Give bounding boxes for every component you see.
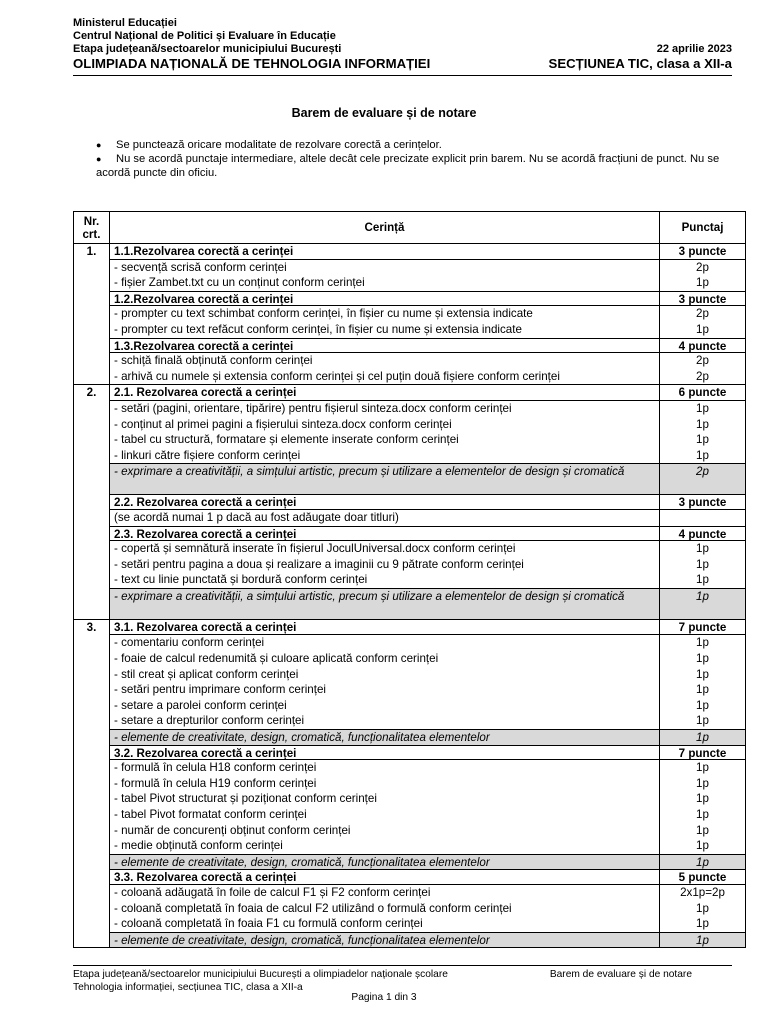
creativity-points: 2p bbox=[660, 463, 745, 494]
criterion-points bbox=[660, 510, 745, 526]
criterion-points: 1p bbox=[696, 698, 709, 712]
creativity-points: 1p bbox=[660, 932, 745, 948]
col-pts-header: Punctaj bbox=[660, 212, 746, 244]
center-name: Centrul Național de Politici și Evaluare în Educație bbox=[73, 30, 336, 42]
creativity-criterion: - elemente de creativitate, design, cromatică, funcționalitatea elementelor bbox=[110, 932, 659, 948]
criterion-text: - număr de concurenți obținut conform cerinței bbox=[114, 823, 351, 837]
footer-line1: Etapa județeană/sectoarelor municipiului București a olimpiadelor naționale școlare bbox=[73, 969, 448, 980]
subtask-points: 5 puncte bbox=[660, 869, 745, 885]
criterion-text: - formulă în celula H19 conform cerinței bbox=[114, 776, 317, 790]
criterion-text: - coloană adăugată în foile de calcul F1 și F2 conform cerinței bbox=[114, 885, 431, 899]
creativity-points: 1p bbox=[660, 588, 745, 619]
criterion-points: 1p bbox=[696, 542, 709, 556]
subtask-points: 7 puncte bbox=[660, 745, 745, 761]
criterion-points: 1p bbox=[696, 808, 709, 821]
exam-date: 22 aprilie 2023 bbox=[656, 43, 732, 55]
note-text: Nu se acordă punctaje intermediare, altele decât cele precizate explicit prin barem. Nu se acordă fracțiuni de punct. Nu se acordă puncte din oficiu. bbox=[96, 153, 720, 179]
subtask-title: 3.2. Rezolvarea corectă a cerinței bbox=[110, 745, 659, 761]
footer-divider bbox=[73, 965, 732, 966]
subtask-title: 2.1. Rezolvarea corectă a cerinței bbox=[110, 385, 659, 401]
bullet-icon: ● bbox=[96, 140, 102, 150]
footer-right: Barem de evaluare și de notare bbox=[549, 969, 692, 980]
criterion-text: - setări pentru imprimare conform cerinței bbox=[114, 683, 326, 697]
col-nr-header bbox=[74, 212, 110, 244]
section-number: 3. bbox=[74, 619, 110, 947]
criterion-points: 1p bbox=[696, 901, 709, 915]
document-footer bbox=[73, 968, 732, 994]
stage-name: Etapa județeană/sectoarelor municipiului București bbox=[73, 43, 342, 55]
criterion-points: 1p bbox=[696, 448, 709, 462]
creativity-criterion: - exprimare a creativității, a simțului artistic, precum și utilizare a elementelor de design și cromatică bbox=[110, 463, 659, 494]
creativity-criterion: - exprimare a creativității, a simțului artistic, precum și utilizare a elementelor de design și cromatică bbox=[110, 588, 659, 619]
criterion-text: - setare a drepturilor conform cerinței bbox=[114, 714, 305, 728]
criterion-text: - coloană completată în foaia F1 cu formulă conform cerinței bbox=[114, 917, 423, 931]
criterion-text: - setări (pagini, orientare, tipărire) pentru fișierul sinteza.docx conform cerinței bbox=[114, 401, 512, 415]
criterion-points: 2p bbox=[696, 354, 709, 368]
criterion-text: - comentariu conform cerinței bbox=[114, 636, 265, 650]
col-nr-text: Nr. crt. bbox=[82, 214, 101, 241]
criterion-text: - prompter cu text refăcut conform cerinței, în fișier cu nume și extensia indicate bbox=[114, 322, 522, 336]
subtask-title: 2.2. Rezolvarea corectă a cerinței bbox=[110, 494, 659, 510]
criterion-text: - secvență scrisă conform cerinței bbox=[114, 260, 287, 274]
subtask-points: 3 puncte bbox=[660, 244, 745, 260]
criterion-text: - tabel Pivot structurat și poziționat conform cerinței bbox=[114, 792, 377, 806]
subtask-points: 4 puncte bbox=[660, 338, 745, 354]
criterion-points: 1p bbox=[696, 776, 709, 790]
document-header bbox=[73, 17, 732, 71]
creativity-points: 1p bbox=[660, 729, 745, 745]
criterion-points: 2p bbox=[696, 307, 709, 321]
criterion-text: - fișier Zambet.txt cu un conținut conform cerinței bbox=[114, 276, 365, 290]
criterion-points: 1p bbox=[696, 683, 709, 697]
criterion-text: - arhivă cu numele și extensia conform cerinței și cel puțin două fișiere conform cerinței bbox=[114, 369, 560, 383]
subtask-title: 1.3.Rezolvarea corectă a cerinței bbox=[110, 338, 659, 354]
creativity-points: 1p bbox=[660, 854, 745, 870]
criterion-points: 1p bbox=[696, 714, 709, 728]
criterion-text: - conținut al primei pagini a fișierului sinteza.docx conform cerinței bbox=[114, 417, 452, 431]
criterion-points: 1p bbox=[696, 917, 709, 931]
subtask-points: 4 puncte bbox=[660, 526, 745, 542]
section-requirements bbox=[110, 385, 660, 620]
criterion-points: 2x1p=2p bbox=[680, 885, 725, 899]
criterion-points: 1p bbox=[696, 823, 709, 837]
criterion-points: 1p bbox=[696, 276, 709, 290]
criterion-text: - foaie de calcul redenumită și culoare aplicată conform cerinței bbox=[114, 652, 439, 666]
criterion-points: 1p bbox=[696, 417, 709, 431]
criterion-text: (se acordă numai 1 p dacă au fost adăugate doar titluri) bbox=[114, 510, 399, 524]
footer-line2: Tehnologia informației, secțiunea TIC, clasa a XII-a bbox=[73, 982, 303, 993]
criterion-text: - schiță finală obținută conform cerinței bbox=[114, 354, 313, 368]
section-number: 1. bbox=[74, 244, 110, 385]
criterion-text: - copertă și semnătură inserate în fișierul JoculUniversal.docx conform cerinței bbox=[114, 542, 516, 556]
notes bbox=[96, 138, 732, 180]
criterion-points: 1p bbox=[696, 761, 709, 775]
subtask-points: 3 puncte bbox=[660, 291, 745, 307]
criterion-points: 1p bbox=[696, 636, 709, 650]
criterion-text: - setare a parolei conform cerinței bbox=[114, 698, 287, 712]
creativity-criterion: - elemente de creativitate, design, cromatică, funcționalitatea elementelor bbox=[110, 729, 659, 745]
subtask-points: 6 puncte bbox=[660, 385, 745, 401]
note-item bbox=[96, 138, 732, 152]
table-section-row bbox=[74, 619, 746, 947]
criterion-points: 1p bbox=[696, 652, 709, 666]
criterion-points: 2p bbox=[696, 369, 709, 383]
section-requirements bbox=[110, 619, 660, 947]
criterion-text: - text cu linie punctată și bordură conform cerinței bbox=[114, 573, 368, 587]
section-name: SECȚIUNEA TIC, clasa a XII-a bbox=[548, 56, 732, 71]
subtask-points: 3 puncte bbox=[660, 494, 745, 510]
olympiad-name: OLIMPIADA NAȚIONALĂ DE TEHNOLOGIA INFORMAȚIEI bbox=[73, 56, 431, 71]
subtask-title: 3.1. Rezolvarea corectă a cerinței bbox=[110, 620, 659, 636]
criterion-points: 1p bbox=[696, 433, 709, 447]
criterion-points: 2p bbox=[696, 260, 709, 274]
subtask-title: 1.1.Rezolvarea corectă a cerinței bbox=[110, 244, 659, 260]
table-section-row bbox=[74, 244, 746, 385]
section-requirements bbox=[110, 244, 660, 385]
criterion-text: - medie obținută conform cerinței bbox=[114, 839, 283, 853]
criterion-text: - tabel Pivot formatat conform cerinței bbox=[114, 808, 307, 821]
header-divider bbox=[73, 75, 732, 76]
bullet-icon: ● bbox=[96, 154, 102, 164]
criterion-text: - linkuri către fișiere conform cerinței bbox=[114, 448, 301, 462]
ministry-name: Ministerul Educației bbox=[73, 17, 177, 29]
subtask-title: 1.2.Rezolvarea corectă a cerinței bbox=[110, 291, 659, 307]
criterion-points: 1p bbox=[696, 667, 709, 681]
note-text: Se punctează oricare modalitate de rezolvare corectă a cerințelor. bbox=[116, 139, 442, 151]
criterion-points: 1p bbox=[696, 792, 709, 806]
criterion-text: - stil creat și aplicat conform cerinței bbox=[114, 667, 299, 681]
criterion-text: - coloană completată în foaia de calcul F2 utilizând o formulă conform cerinței bbox=[114, 901, 512, 915]
subtask-points: 7 puncte bbox=[660, 620, 745, 636]
section-points bbox=[660, 619, 746, 947]
criterion-text: - setări pentru pagina a doua și realizare a imaginii cu 9 pătrate conform cerinței bbox=[114, 557, 524, 571]
section-number: 2. bbox=[74, 385, 110, 620]
criterion-points: 1p bbox=[696, 557, 709, 571]
criterion-points: 1p bbox=[696, 573, 709, 587]
grading-table bbox=[73, 211, 746, 948]
page-number: Pagina 1 din 3 bbox=[351, 992, 417, 1003]
section-points bbox=[660, 385, 746, 620]
criterion-text: - prompter cu text schimbat conform cerinței, în fișier cu nume și extensia indicate bbox=[114, 307, 533, 321]
criterion-text: - formulă în celula H18 conform cerinței bbox=[114, 761, 317, 775]
note-item bbox=[96, 152, 732, 180]
page-title: Barem de evaluare și de notare bbox=[291, 106, 477, 120]
criterion-points: 1p bbox=[696, 322, 709, 336]
criterion-text: - tabel cu structură, formatare și elemente inserate conform cerinței bbox=[114, 433, 459, 447]
criterion-points: 1p bbox=[696, 839, 709, 853]
subtask-title: 2.3. Rezolvarea corectă a cerinței bbox=[110, 526, 659, 542]
section-points bbox=[660, 244, 746, 385]
criterion-points: 1p bbox=[696, 401, 709, 415]
creativity-criterion: - elemente de creativitate, design, cromatică, funcționalitatea elementelor bbox=[110, 854, 659, 870]
table-section-row bbox=[74, 385, 746, 620]
col-req-header: Cerință bbox=[110, 212, 660, 244]
subtask-title: 3.3. Rezolvarea corectă a cerinței bbox=[110, 869, 659, 885]
